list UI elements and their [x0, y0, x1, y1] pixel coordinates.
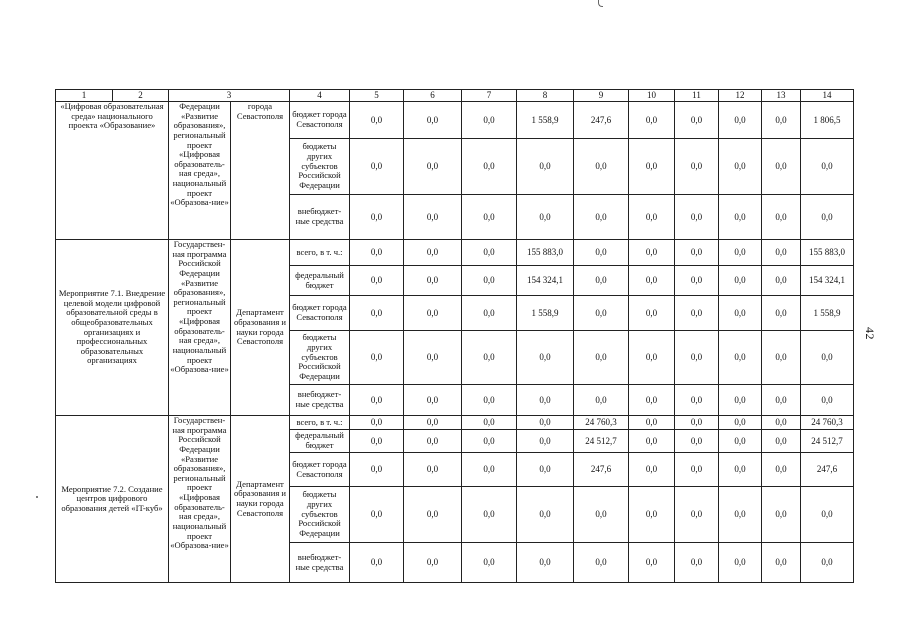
value-cell: 0,0 — [629, 102, 675, 139]
value-cell: 0,0 — [462, 416, 517, 430]
value-cell: 0,0 — [675, 430, 719, 453]
value-cell: 0,0 — [629, 487, 675, 543]
value-cell: 0,0 — [762, 266, 801, 296]
value-cell: 0,0 — [629, 139, 675, 195]
scan-mark — [598, 0, 603, 7]
value-cell: 0,0 — [517, 385, 574, 416]
value-cell: 0,0 — [574, 195, 629, 240]
value-cell: 155 883,0 — [517, 240, 574, 266]
value-cell: 0,0 — [629, 296, 675, 331]
value-cell: 0,0 — [629, 416, 675, 430]
col-header-12: 12 — [719, 90, 762, 102]
value-cell: 0,0 — [719, 266, 762, 296]
value-cell: 0,0 — [762, 102, 801, 139]
value-cell: 0,0 — [404, 266, 462, 296]
funding-source: федеральный бюджет — [290, 266, 350, 296]
value-cell: 0,0 — [719, 385, 762, 416]
value-cell: 0,0 — [629, 385, 675, 416]
value-cell: 0,0 — [517, 195, 574, 240]
value-cell: 0,0 — [404, 453, 462, 487]
value-cell: 0,0 — [719, 240, 762, 266]
value-cell: 0,0 — [404, 543, 462, 583]
funding-source: внебюджет-ные средства — [290, 195, 350, 240]
table-row — [56, 102, 854, 139]
value-cell: 0,0 — [719, 139, 762, 195]
value-cell: 0,0 — [350, 430, 404, 453]
value-cell: 24 760,3 — [574, 416, 629, 430]
value-cell: 24 512,7 — [801, 430, 854, 453]
funding-source: бюджет города Севастополя — [290, 296, 350, 331]
value-cell: 0,0 — [762, 430, 801, 453]
value-cell: 154 324,1 — [801, 266, 854, 296]
value-cell: 0,0 — [719, 543, 762, 583]
value-cell: 0,0 — [574, 139, 629, 195]
value-cell: 0,0 — [762, 139, 801, 195]
value-cell: 0,0 — [462, 331, 517, 385]
value-cell: 0,0 — [675, 385, 719, 416]
value-cell: 0,0 — [675, 453, 719, 487]
value-cell: 1 558,9 — [517, 102, 574, 139]
funding-source: бюджет города Севастополя — [290, 453, 350, 487]
scan-dot — [36, 496, 38, 498]
value-cell: 0,0 — [517, 487, 574, 543]
col-header-1: 1 — [56, 90, 113, 102]
col-header-14: 14 — [801, 90, 854, 102]
col-header-3: 3 — [169, 90, 290, 102]
executor-cell: Департамент образования и науки города Севастополя — [231, 416, 290, 583]
value-cell: 0,0 — [462, 102, 517, 139]
value-cell: 247,6 — [574, 102, 629, 139]
funding-source: всего, в т. ч.: — [290, 240, 350, 266]
funding-source: внебюджет-ные средства — [290, 543, 350, 583]
value-cell: 0,0 — [574, 331, 629, 385]
value-cell: 0,0 — [762, 296, 801, 331]
value-cell: 0,0 — [404, 430, 462, 453]
col-header-10: 10 — [629, 90, 675, 102]
value-cell: 0,0 — [404, 195, 462, 240]
value-cell: 24 760,3 — [801, 416, 854, 430]
col-header-6: 6 — [404, 90, 462, 102]
value-cell: 247,6 — [574, 453, 629, 487]
value-cell: 0,0 — [350, 331, 404, 385]
program-cell: Федерации «Развитие образования», региональный проект «Цифровая образователь-ная среда», национальный проект «Образова-ние» — [169, 102, 231, 240]
value-cell: 0,0 — [517, 139, 574, 195]
value-cell: 0,0 — [350, 543, 404, 583]
value-cell: 0,0 — [517, 430, 574, 453]
value-cell: 0,0 — [801, 385, 854, 416]
value-cell: 0,0 — [762, 385, 801, 416]
value-cell: 0,0 — [350, 139, 404, 195]
value-cell: 0,0 — [719, 453, 762, 487]
value-cell: 0,0 — [350, 296, 404, 331]
value-cell: 0,0 — [404, 139, 462, 195]
value-cell: 0,0 — [404, 385, 462, 416]
value-cell: 0,0 — [517, 453, 574, 487]
value-cell: 0,0 — [517, 543, 574, 583]
value-cell: 0,0 — [675, 240, 719, 266]
value-cell: 1 558,9 — [801, 296, 854, 331]
value-cell: 0,0 — [350, 266, 404, 296]
value-cell: 0,0 — [719, 296, 762, 331]
value-cell: 0,0 — [350, 195, 404, 240]
value-cell: 0,0 — [762, 416, 801, 430]
value-cell: 0,0 — [404, 487, 462, 543]
event-title: «Цифровая образовательная среда» национального проекта «Образование» — [56, 102, 169, 240]
page-number: 42 — [863, 327, 877, 340]
value-cell: 0,0 — [350, 240, 404, 266]
funding-source: бюджеты других субъектов Российской Федерации — [290, 487, 350, 543]
col-header-11: 11 — [675, 90, 719, 102]
value-cell: 0,0 — [350, 453, 404, 487]
event-title: Мероприятие 7.1. Внедрение целевой модели цифровой образовательной среды в общеобразовательных организациях и профессиональных образовательных организациях — [56, 240, 169, 416]
value-cell: 0,0 — [350, 487, 404, 543]
value-cell: 0,0 — [719, 195, 762, 240]
value-cell: 0,0 — [762, 487, 801, 543]
value-cell: 0,0 — [801, 543, 854, 583]
col-header-7: 7 — [462, 90, 517, 102]
col-header-4: 4 — [290, 90, 350, 102]
value-cell: 0,0 — [462, 296, 517, 331]
value-cell: 0,0 — [719, 331, 762, 385]
value-cell: 0,0 — [762, 453, 801, 487]
value-cell: 0,0 — [762, 543, 801, 583]
value-cell: 0,0 — [574, 487, 629, 543]
value-cell: 0,0 — [462, 430, 517, 453]
value-cell: 0,0 — [629, 430, 675, 453]
table-row — [56, 416, 854, 430]
value-cell: 247,6 — [801, 453, 854, 487]
col-header-13: 13 — [762, 90, 801, 102]
value-cell: 0,0 — [350, 385, 404, 416]
table-row — [56, 240, 854, 266]
col-header-2: 2 — [113, 90, 169, 102]
value-cell: 0,0 — [675, 296, 719, 331]
value-cell: 1 806,5 — [801, 102, 854, 139]
value-cell: 0,0 — [675, 102, 719, 139]
value-cell: 0,0 — [462, 453, 517, 487]
value-cell: 0,0 — [801, 331, 854, 385]
value-cell: 0,0 — [762, 240, 801, 266]
value-cell: 0,0 — [462, 195, 517, 240]
value-cell: 0,0 — [404, 240, 462, 266]
value-cell: 0,0 — [404, 416, 462, 430]
value-cell: 0,0 — [675, 195, 719, 240]
value-cell: 0,0 — [574, 266, 629, 296]
program-cell: Государствен-ная программа Российской Федерации «Развитие образования», региональный проект «Цифровая образователь-ная среда», национальный проект «Образова-ние» — [169, 416, 231, 583]
value-cell: 0,0 — [629, 240, 675, 266]
col-header-8: 8 — [517, 90, 574, 102]
value-cell: 0,0 — [719, 487, 762, 543]
value-cell: 0,0 — [462, 385, 517, 416]
funding-source: федеральный бюджет — [290, 430, 350, 453]
value-cell: 0,0 — [719, 430, 762, 453]
value-cell: 0,0 — [350, 102, 404, 139]
value-cell: 0,0 — [675, 266, 719, 296]
budget-table — [55, 89, 854, 583]
value-cell: 0,0 — [462, 487, 517, 543]
program-cell: Государствен-ная программа Российской Федерации «Развитие образования», региональный проект «Цифровая образователь-ная среда», национальный проект «Образова-ние» — [169, 240, 231, 416]
value-cell: 0,0 — [629, 543, 675, 583]
value-cell: 0,0 — [801, 487, 854, 543]
value-cell: 0,0 — [350, 416, 404, 430]
value-cell: 155 883,0 — [801, 240, 854, 266]
value-cell: 0,0 — [404, 296, 462, 331]
value-cell: 0,0 — [629, 331, 675, 385]
funding-source: всего, в т. ч.: — [290, 416, 350, 430]
value-cell: 0,0 — [462, 139, 517, 195]
value-cell: 0,0 — [517, 331, 574, 385]
value-cell: 0,0 — [675, 487, 719, 543]
event-title: Мероприятие 7.2. Создание центров цифрового образования детей «IT-куб» — [56, 416, 169, 583]
funding-source: внебюджет-ные средства — [290, 385, 350, 416]
value-cell: 0,0 — [462, 543, 517, 583]
value-cell: 0,0 — [629, 453, 675, 487]
value-cell: 0,0 — [762, 195, 801, 240]
value-cell: 1 558,9 — [517, 296, 574, 331]
value-cell: 0,0 — [675, 416, 719, 430]
executor-cell: Департамент образования и науки города Севастополя — [231, 240, 290, 416]
value-cell: 0,0 — [574, 385, 629, 416]
value-cell: 0,0 — [675, 543, 719, 583]
column-number-row — [56, 90, 854, 102]
value-cell: 0,0 — [517, 416, 574, 430]
value-cell: 24 512,7 — [574, 430, 629, 453]
value-cell: 0,0 — [574, 543, 629, 583]
value-cell: 0,0 — [675, 139, 719, 195]
col-header-5: 5 — [350, 90, 404, 102]
value-cell: 154 324,1 — [517, 266, 574, 296]
funding-source: бюджеты других субъектов Российской Федерации — [290, 139, 350, 195]
funding-source: бюджеты других субъектов Российской Федерации — [290, 331, 350, 385]
value-cell: 0,0 — [462, 266, 517, 296]
value-cell: 0,0 — [574, 240, 629, 266]
value-cell: 0,0 — [629, 195, 675, 240]
funding-source: бюджет города Севастополя — [290, 102, 350, 139]
value-cell: 0,0 — [675, 331, 719, 385]
value-cell: 0,0 — [801, 195, 854, 240]
col-header-9: 9 — [574, 90, 629, 102]
value-cell: 0,0 — [404, 102, 462, 139]
value-cell: 0,0 — [462, 240, 517, 266]
value-cell: 0,0 — [629, 266, 675, 296]
value-cell: 0,0 — [719, 102, 762, 139]
value-cell: 0,0 — [404, 331, 462, 385]
value-cell: 0,0 — [762, 331, 801, 385]
executor-cell: города Севастополя — [231, 102, 290, 240]
value-cell: 0,0 — [801, 139, 854, 195]
value-cell: 0,0 — [574, 296, 629, 331]
value-cell: 0,0 — [719, 416, 762, 430]
